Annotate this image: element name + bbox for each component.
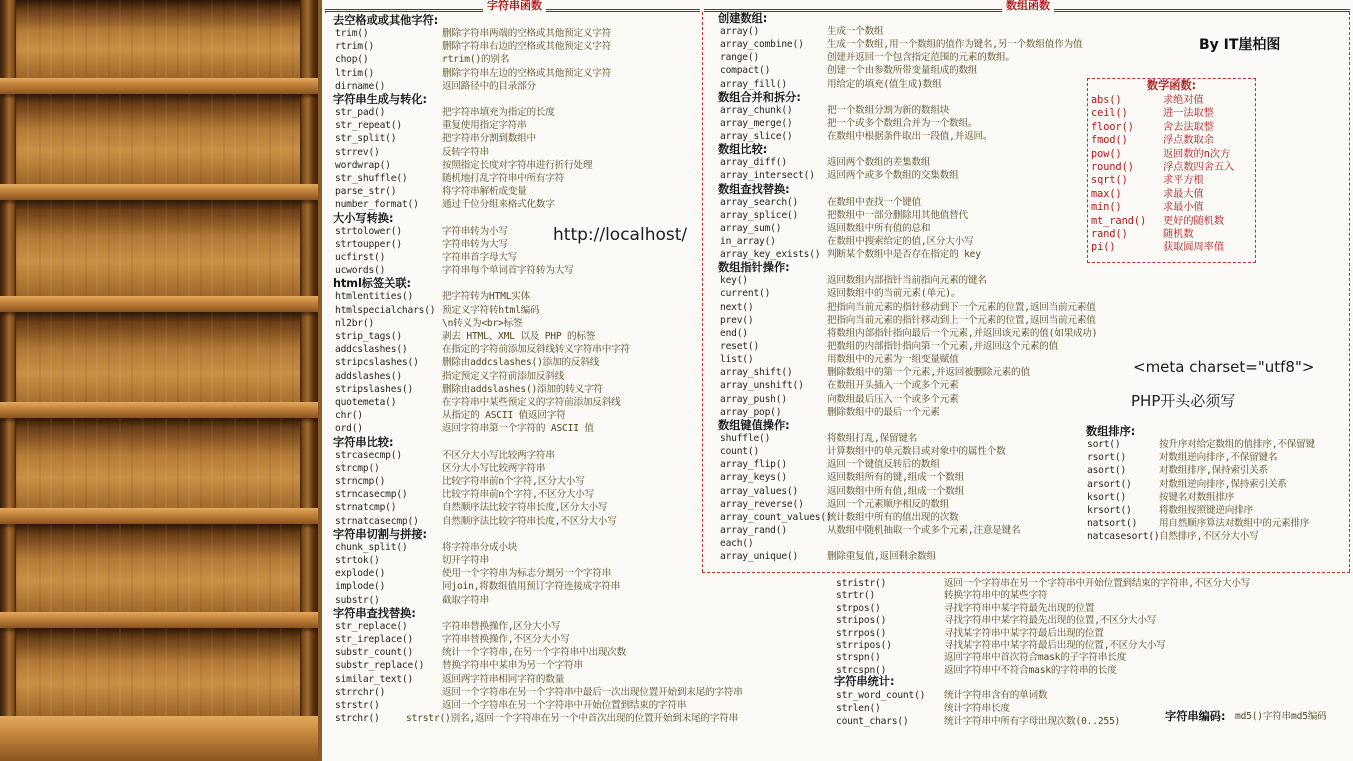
string-function-desc: 把字符转为HTML实体	[442, 291, 531, 303]
string-function-desc: 统计一个字符串,在另一个字符串中出现次数	[442, 647, 627, 659]
string-function-name: number_format()	[335, 199, 419, 211]
array-function-name: array_chunk()	[720, 104, 793, 116]
string-function-name: htmlentities()	[335, 291, 414, 303]
string-function-desc: 自然顺序法比较字符串长度,不区分大小写	[442, 515, 617, 527]
array-function-name: array_rand()	[720, 524, 787, 536]
string-function-name: quotemeta()	[335, 397, 397, 408]
array-function-name: array_unshift()	[720, 380, 804, 392]
array-sort-function-name: krsort()	[1087, 505, 1132, 516]
array-sort-function-name: rsort()	[1087, 452, 1127, 464]
string-function-desc: 将字符串解析成变量	[442, 186, 527, 198]
shelf-bay	[16, 200, 300, 300]
string-function-name: strtolower()	[335, 225, 402, 237]
string-function-name: strcasecmp()	[335, 449, 402, 461]
string-function-desc: 返回两字符串相同字符的数量	[442, 673, 565, 685]
localhost-url: http://localhost/	[553, 225, 688, 245]
array-function-desc: 将数组内部指针指向最后一个元素,并返回该元素的值(如果成功)	[827, 327, 1098, 339]
math-function-name: sqrt()	[1091, 175, 1128, 187]
math-function-desc: 获取圆周率值	[1163, 242, 1225, 254]
array-sort-function-desc: 按升序对给定数组的值排序,不保留键	[1159, 439, 1315, 450]
string-function-name: stristr()	[836, 578, 887, 589]
math-function-name: mt_rand()	[1091, 215, 1147, 227]
string-function-desc: 反转字符串	[442, 146, 489, 158]
array-function-name: current()	[720, 288, 771, 300]
shelf-board	[0, 508, 318, 524]
string-heading: 字符串比较:	[333, 435, 394, 449]
math-function-desc: 求最大值	[1163, 188, 1204, 200]
string-function-name: rtrim()	[335, 41, 375, 53]
shelf-bay	[16, 94, 300, 186]
string-function-name: str_replace()	[335, 620, 408, 632]
shelf-board	[0, 716, 318, 761]
string-function-desc: 替换字符串中某串为另一个字符串	[442, 660, 583, 672]
math-function-desc: 进一法取整	[1163, 108, 1214, 120]
array-sort-function-name: natsort()	[1087, 518, 1138, 530]
string-function-name: ord()	[335, 423, 363, 435]
string-function-name: substr_replace()	[335, 660, 425, 672]
array-function-desc: 在数组开头插入一个或多个元素	[827, 380, 959, 392]
string-function-name: strchr()	[335, 713, 380, 725]
string-function-name: strripos()	[836, 640, 892, 651]
string-function-desc: 把字符串分割到数组中	[442, 133, 536, 145]
string-function-name: parse_str()	[335, 186, 397, 198]
shelf-bay	[16, 312, 300, 412]
string-function-name: chr()	[335, 410, 363, 422]
array-function-desc: 把一个数组分割为新的数组块	[827, 104, 950, 116]
string-function-name: strip_tags()	[335, 331, 402, 342]
string-function-name: strncasecmp()	[335, 489, 408, 501]
array-function-desc: 把数组中一部分删除用其他值替代	[827, 209, 968, 221]
array-function-desc: 把指向当前元素的指针移动到下一个元素的位置,返回当前元素值	[827, 301, 1096, 313]
array-function-name: array_keys()	[720, 472, 787, 484]
array-function-desc: 返回一个元素顺序相反的数组	[827, 498, 950, 510]
array-function-desc: 在数组中搜索给定的值,区分大小写	[827, 235, 974, 247]
string-function-name: wordwrap()	[335, 159, 391, 171]
string-heading: html标签关联:	[333, 277, 412, 291]
string-function-name: count_chars()	[836, 715, 909, 727]
string-function-name: strrev()	[335, 146, 380, 158]
array-function-desc: 判断某个数组中是否存在指定的 key	[827, 249, 981, 261]
author-credit: By IT崖柏图	[1199, 37, 1281, 53]
array-function-desc: 计算数组中的单元数目或对象中的属性个数	[827, 446, 1006, 458]
string-function-desc: 字符串每个单词首字符转为大写	[442, 265, 574, 277]
math-function-desc: 浮点数四舍五入	[1163, 162, 1235, 173]
array-functions-banner	[704, 0, 1350, 12]
array-function-name: array_sum()	[720, 222, 782, 234]
string-function-name: htmlspecialchars()	[335, 304, 436, 316]
frame-line	[325, 12, 326, 13]
string-function-desc: 把字符串填充为指定的长度	[442, 107, 555, 118]
string-function-desc: 比较字符串前n个字符,区分大小写	[442, 476, 585, 487]
array-sort-function-name: sort()	[1087, 439, 1121, 450]
math-function-desc: 返回数的n次方	[1163, 148, 1231, 160]
array-sort-function-desc: 自然排序,不区分大小写	[1159, 531, 1259, 543]
string-function-name: str_ireplace()	[335, 634, 414, 645]
string-function-desc: 使用一个字符串为标志分割另一个字符串	[442, 568, 612, 580]
math-functions-title: 数学函数:	[1088, 77, 1255, 93]
array-function-name: array_intersect()	[720, 170, 815, 182]
string-function-name: strtok()	[335, 555, 380, 566]
array-function-name: array_diff()	[720, 157, 787, 169]
string-function-desc: 字符串首字母大写	[442, 252, 518, 263]
math-function-desc: 求最小值	[1163, 202, 1204, 214]
string-function-name: stripos()	[836, 615, 887, 627]
string-heading: 大小写转换:	[333, 211, 394, 225]
array-function-name: in_array()	[720, 235, 776, 247]
array-function-name: end()	[720, 327, 748, 339]
string-function-desc: 删除字符串左边的空格或其他预定义字符	[442, 67, 612, 79]
array-sort-function-desc: 对数组逆向排序,保持索引关系	[1159, 478, 1287, 490]
array-function-name: shuffle()	[720, 432, 771, 444]
string-function-name: strrpos()	[836, 627, 887, 639]
array-sort-function-desc: 按键名对数组排序	[1159, 491, 1235, 503]
array-functions-title: 数组函数	[1002, 0, 1054, 13]
string-function-desc: 字符串转为小写	[442, 225, 508, 237]
string-heading: 字符串切割与拼接:	[333, 527, 427, 541]
php-header-note: PHP开头必须写	[1131, 392, 1236, 410]
string-function-desc: 预定义字符转html编码	[442, 304, 540, 316]
string-function-desc: 删除字符串两端的空格或其他预定义字符	[442, 28, 612, 39]
math-function-desc: 更好的随机数	[1163, 215, 1225, 227]
string-function-desc: 删除由addslashes()添加的转义字符	[442, 383, 603, 395]
math-function-name: rand()	[1091, 229, 1128, 240]
string-function-desc: 在字符串中某些预定义的字符前添加反斜线	[442, 397, 621, 408]
shelf-bay	[16, 0, 300, 80]
array-function-desc: 返回数组中的当前元素(单元)。	[827, 288, 961, 300]
string-function-desc: 切开字符串	[442, 555, 489, 566]
string-function-desc: 统计字符串长度	[944, 702, 1010, 714]
string-function-name: ltrim()	[335, 67, 375, 79]
string-function-name: stripslashes()	[335, 383, 414, 395]
frame-line	[702, 572, 1350, 573]
array-function-name: array_values()	[720, 485, 799, 497]
string-function-name: strnatcasecmp()	[335, 515, 419, 527]
string-function-name: substr_count()	[335, 647, 414, 659]
string-function-name: str_repeat()	[335, 120, 402, 132]
shelf-board	[0, 184, 318, 200]
string-function-name: nl2br()	[335, 317, 375, 329]
string-function-desc: 字符串替换操作,区分大小写	[442, 620, 561, 632]
array-sort-function-desc: 用自然顺序算法对数组中的元素排序	[1159, 518, 1310, 530]
string-function-desc: 寻找某字符串中某字符最后出现的位置	[944, 627, 1104, 639]
string-function-desc: 同join,将数组值用预订字符连接成字符串	[442, 581, 621, 593]
array-function-name: each()	[720, 538, 754, 550]
math-function-name: abs()	[1091, 95, 1122, 106]
array-function-name: prev()	[720, 314, 754, 326]
meta-charset-note: <meta charset="utf8">	[1133, 358, 1315, 376]
array-function-desc: 向数组最后压入一个或多个元素	[827, 393, 959, 405]
array-function-desc: 在数组中根据条件取出一段值,并返回。	[827, 131, 993, 143]
array-function-name: array()	[720, 26, 760, 37]
string-function-desc: 返回字符串第一个字符的 ASCII 值	[442, 423, 594, 435]
string-function-desc: 返回路径中的目录部分	[442, 80, 536, 92]
array-function-name: compact()	[720, 65, 771, 77]
array-heading: 数组键值操作:	[718, 418, 790, 432]
string-function-desc: 字符串替换操作,不区分大小写	[442, 634, 570, 645]
string-function-name: implode()	[335, 581, 386, 593]
shelf-board	[0, 612, 318, 628]
string-functions-banner	[325, 0, 700, 12]
string-function-name: strstr()	[335, 700, 380, 711]
string-function-desc: 剥去 HTML、XML 以及 PHP 的标签	[442, 331, 596, 342]
array-function-name: range()	[720, 52, 760, 64]
array-function-name: array_slice()	[720, 131, 793, 143]
string-function-desc: 寻找某字符串中某字符最后出现的位置,不区分大小写	[944, 640, 1166, 651]
string-function-name: strrchr()	[335, 686, 386, 698]
math-function-name: pi()	[1091, 242, 1116, 254]
string-function-name: strtr()	[836, 590, 876, 602]
math-function-desc: 浮点数取余	[1163, 135, 1214, 147]
math-function-name: floor()	[1091, 121, 1134, 133]
string-function-name: addslashes()	[335, 370, 402, 382]
array-function-desc: 把一个或多个数组合并为一个数组。	[827, 117, 978, 129]
array-heading: 数组查找替换:	[718, 182, 790, 196]
string-function-name: strtoupper()	[335, 238, 402, 250]
string-function-desc: 自然顺序法比较字符串长度,区分大小写	[442, 502, 608, 514]
string-encoding-heading: 字符串编码:	[1165, 710, 1226, 723]
string-encoding-desc: md5()字符串md5编码	[1235, 711, 1327, 722]
string-function-desc: \n转义为<br>标签	[442, 317, 523, 329]
string-functions-title: 字符串函数	[483, 0, 546, 13]
array-sort-heading: 数组排序:	[1086, 425, 1136, 438]
math-function-desc: 求绝对值	[1163, 95, 1204, 106]
string-function-desc: 删除字符串右边的空格或其他预定义字符	[442, 41, 612, 53]
string-function-desc: 将字符串分成小块	[442, 541, 518, 553]
string-function-name: strspn()	[836, 652, 881, 664]
array-function-desc: 返回两个数组的差集数组	[827, 157, 931, 169]
array-function-name: array_flip()	[720, 459, 787, 471]
string-function-name: strlen()	[836, 702, 881, 714]
array-sort-function-desc: 对数组排序,保持索引关系	[1159, 465, 1268, 477]
math-function-desc: 舍去法取整	[1163, 121, 1214, 133]
array-function-name: array_reverse()	[720, 498, 804, 510]
string-function-name: chop()	[335, 54, 369, 66]
string-function-name: explode()	[335, 568, 386, 580]
array-function-desc: 用给定的填充(值生成)数组	[827, 78, 942, 90]
array-function-desc: 统计数组中所有的值出现的次数	[827, 511, 959, 523]
array-function-name: reset()	[720, 341, 760, 352]
math-function-desc: 求平方根	[1163, 175, 1204, 187]
string-function-name: str_pad()	[335, 107, 386, 118]
array-function-name: array_key_exists()	[720, 249, 821, 261]
math-function-name: round()	[1091, 162, 1134, 173]
array-heading: 数组合并和拆分:	[718, 90, 801, 104]
array-sort-function-desc: 对数组逆向排序,不保留键名	[1159, 452, 1278, 464]
array-function-name: array_search()	[720, 196, 799, 208]
array-function-desc: 返回一个键值反转后的数组	[827, 459, 940, 471]
shelf-board	[0, 78, 318, 94]
string-function-desc: 返回一个字符串在另一个字符串中开始位置到结束的字符串	[442, 700, 687, 711]
array-function-desc: 返回两个或多个数组的交集数组	[827, 170, 959, 182]
string-function-desc: 指定预定义字符前添加反斜线	[442, 370, 565, 382]
math-function-name: ceil()	[1091, 108, 1128, 120]
array-sort-function-name: ksort()	[1087, 491, 1127, 503]
array-function-desc: 生成一个数组,用一个数组的值作为键名,另一个数组值作为值	[827, 39, 1083, 51]
array-function-desc: 返回数组中所有值的总和	[827, 222, 931, 234]
string-function-desc: 在指定的字符前添加反斜线转义字符串中字符	[442, 344, 630, 356]
string-function-name: ucfirst()	[335, 252, 386, 263]
shelf-board	[0, 296, 318, 312]
string-function-name: trim()	[335, 28, 369, 39]
string-function-desc: 返回一个字符串在另一个字符串中开始位置到结束的字符串,不区分大小写	[944, 578, 1251, 589]
string-function-name: dirname()	[335, 80, 386, 92]
shelf-board	[0, 402, 318, 418]
string-function-desc: 通过千位分组来格式化数字	[442, 199, 555, 211]
array-sort-function-name: arsort()	[1087, 478, 1132, 490]
math-function-name: fmod()	[1091, 135, 1128, 147]
array-function-name: array_fill()	[720, 78, 787, 90]
array-heading: 数组比较:	[718, 143, 768, 157]
string-function-desc: 转换字符串中的某些字符	[944, 590, 1048, 602]
string-function-desc: 寻找字符串中某字符最先出现的位置	[944, 602, 1095, 614]
array-function-desc: 将数组打乱,保留键名	[827, 432, 918, 444]
array-function-name: array_merge()	[720, 117, 793, 129]
string-function-name: str_shuffle()	[335, 173, 408, 184]
array-sort-function-desc: 将数组按照键逆向排序	[1159, 505, 1253, 516]
array-function-name: array_unique()	[720, 551, 799, 563]
string-function-name: str_word_count()	[836, 689, 926, 701]
math-function-name: max()	[1091, 188, 1122, 200]
array-sort-function-name: natcasesort()	[1087, 531, 1160, 543]
string-function-desc: 从指定的 ASCII 值返回字符	[442, 410, 566, 422]
string-function-name: chunk_split()	[335, 541, 408, 553]
array-function-desc: 生成一个数组	[827, 26, 884, 37]
array-function-desc: 把指向当前元素的指针移动到上一个元素的位置,返回当前元素值	[827, 314, 1096, 326]
math-function-desc: 随机数	[1163, 229, 1194, 240]
shelf-bay	[16, 418, 300, 514]
string-function-desc: 区分大小写比较两字符串	[442, 462, 546, 474]
string-function-name: str_split()	[335, 133, 397, 145]
string-function-desc: strstr()别名,返回一个字符串在另一个中首次出现的位置开始到末尾的字符串	[406, 713, 738, 725]
array-function-desc: 在数组中查找一个键值	[827, 196, 921, 208]
string-function-name: stripcslashes()	[335, 357, 419, 369]
array-function-desc: 把数组的内部指针指向第一个元素,并返回这个元素的值	[827, 341, 1059, 352]
string-function-name: strpos()	[836, 602, 881, 614]
array-function-name: count()	[720, 446, 760, 458]
array-function-desc: 从数组中随机抽取一个或多个元素,注意是键名	[827, 524, 1021, 536]
string-stats-heading: 字符串统计:	[834, 675, 895, 689]
array-function-desc: 返回数组所有的键,组成一个数组	[827, 472, 965, 484]
shelf-bay	[16, 524, 300, 616]
string-function-desc: 字符串转为大写	[442, 238, 508, 250]
array-function-name: array_shift()	[720, 367, 793, 379]
string-function-desc: rtrim()的别名	[442, 54, 510, 66]
string-function-desc: 寻找字符串中某字符最先出现的位置,不区分大小写	[944, 615, 1157, 627]
array-function-name: array_splice()	[720, 209, 799, 221]
frame-line	[702, 12, 703, 572]
array-function-desc: 删除数组中的最后一个元素	[827, 406, 940, 418]
array-function-desc: 删除数组中的第一个元素,并返回被删除元素的值	[827, 367, 1030, 379]
array-function-desc: 创建并返回一个包含指定范围的元素的数组。	[827, 52, 1015, 64]
array-function-name: array_count_values()	[720, 511, 832, 523]
array-function-desc: 删除重复值,返回剩余数组	[827, 551, 936, 563]
array-function-name: next()	[720, 301, 754, 313]
string-function-desc: 统计字符串中所有字母出现次数(0..255)	[944, 715, 1121, 727]
string-function-desc: 不区分大小写比较两字符串	[442, 449, 555, 461]
string-heading: 字符串查找替换:	[333, 606, 416, 620]
array-function-desc: 创建一个由参数所带变量组成的数组	[827, 65, 978, 77]
string-function-name: addcslashes()	[335, 344, 408, 356]
string-function-name: strnatcmp()	[335, 502, 397, 514]
string-function-name: similar_text()	[335, 673, 414, 685]
string-function-desc: 截取字符串	[442, 594, 489, 606]
string-function-name: ucwords()	[335, 265, 386, 277]
array-sort-function-name: asort()	[1087, 465, 1127, 477]
string-function-desc: 比较字符串前n个字符,不区分大小写	[442, 489, 595, 501]
math-function-name: pow()	[1091, 148, 1122, 160]
array-function-name: key()	[720, 275, 748, 287]
bookshelf-image	[0, 0, 318, 761]
array-function-desc: 用数组中的元素为一组变量赋值	[827, 354, 959, 366]
string-function-name: strcmp()	[335, 462, 380, 474]
string-function-desc: 统计字符串含有的单词数	[944, 689, 1048, 701]
string-function-desc: 随机地打乱字符串中所有字符	[442, 173, 565, 184]
string-function-desc: 删除由addcslashes()添加的反斜线	[442, 357, 600, 369]
string-function-name: strcspn()	[836, 664, 887, 676]
frame-line	[1349, 12, 1350, 572]
array-function-name: list()	[720, 354, 754, 366]
string-function-desc: 重复使用指定字符串	[442, 120, 527, 132]
string-heading: 字符串生成与转化:	[333, 93, 427, 106]
shelf-bay	[16, 628, 300, 718]
array-heading: 创建数组:	[718, 12, 768, 25]
array-function-name: array_combine()	[720, 39, 804, 51]
string-function-name: substr()	[335, 594, 380, 606]
string-function-desc: 返回字符串中首次符合mask的子字符串长度	[944, 652, 1126, 664]
string-function-desc: 按照指定长度对字符串进行折行处理	[442, 159, 593, 171]
array-heading: 数组指针操作:	[718, 261, 790, 275]
string-heading: 去空格或或其他字符:	[333, 14, 439, 27]
array-function-name: array_pop()	[720, 406, 782, 418]
array-function-desc: 返回数组内部指针当前指向元素的键名	[827, 275, 987, 287]
string-function-desc: 返回字符串中不符合mask的字符串的长度	[944, 664, 1117, 676]
array-function-desc: 返回数组中所有值,组成一个数组	[827, 485, 965, 497]
string-function-desc: 返回一个字符串在另一个字符串中最后一次出现位置开始到末尾的字符串	[442, 686, 743, 698]
array-function-name: array_push()	[720, 393, 787, 405]
string-function-name: strncmp()	[335, 476, 386, 487]
math-function-name: min()	[1091, 202, 1122, 214]
